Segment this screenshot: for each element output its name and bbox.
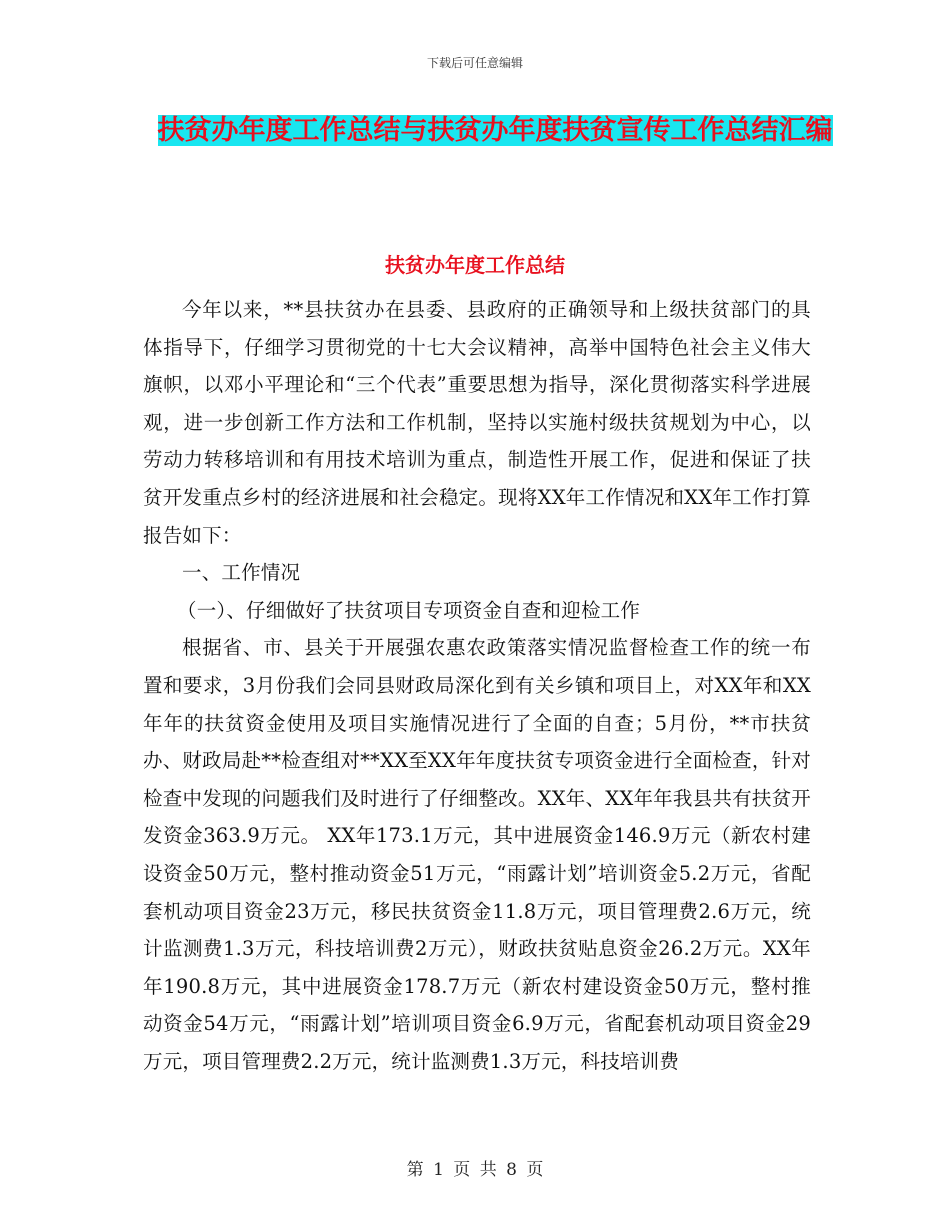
heading-work-situation: 一、工作情况 bbox=[182, 561, 301, 585]
subheading-fund-inspection: （一）、仔细做好了扶贫项目专项资金自查和迎检工作 bbox=[177, 598, 641, 622]
section-title: 扶贫办年度工作总结 bbox=[385, 253, 565, 277]
document-title-text: 扶贫办年度工作总结与扶贫办年度扶贫宣传工作总结汇编 bbox=[157, 115, 833, 146]
paragraph-fund-details: 根据省、市、县关于开展强农惠农政策落实情况监督检查工作的统一布置和要求，3月份我们会同县财政局深化到有关乡镇和项目上，对XX年和XX年年的扶贫资金使用及项目实施情况进行了全面的自查；5月份，**市扶贫办、财政局赴**检查组对**XX至XX年年度扶贫专项资金进行全面检查，针对检查中发现的问题我们及时进行了仔细整改。XX年、XX年年我县共有扶贫开发资金363.9万元。 XX年173.1万元，其中进展资金146.9万元（新农村建设资金50万元，整村推动资金51万元，“雨露计划”培训资金5.2万元，省配套机动项目资金23万元，移民扶贫资金11.8万元，项目管理费2.6万元，统计监测费1.3万元，科技培训费2万元），财政扶贫贴息资金26.2万元。XX年年190.8万元，其中进展资金178.7万元（新农村建设资金50万元，整村推动资金54万元，“雨露计划”培训项目资金6.9万元，省配套机动项目资金29万元，项目管理费2.2万元，统计监测费1.3万元，科技培训费 bbox=[143, 636, 811, 1073]
document-body bbox=[143, 291, 811, 1080]
page-number: 第 1 页 共 8 页 bbox=[406, 1160, 544, 1180]
header-note: 下载后可任意编辑 bbox=[426, 56, 523, 70]
paragraph-intro: 今年以来，**县扶贫办在县委、县政府的正确领导和上级扶贫部门的具体指导下，仔细学习贯彻党的十七大会议精神，高举中国特色社会主义伟大旗帜，以邓小平理论和“三个代表”重要思想为指导，深化贯彻落实科学进展观，进一步创新工作方法和工作机制，坚持以实施村级扶贫规划为中心，以劳动力转移培训和有用技术培训为重点，制造性开展工作，促进和保证了扶贫开发重点乡村的经济进展和社会稳定。现将XX年工作情况和XX年工作打算报告如下： bbox=[143, 298, 811, 547]
document-title bbox=[140, 108, 850, 154]
